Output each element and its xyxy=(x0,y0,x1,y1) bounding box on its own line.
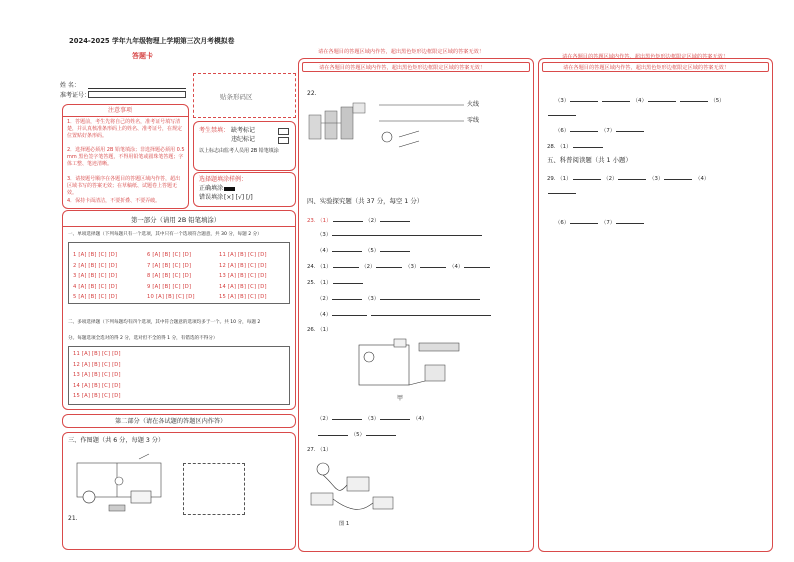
answer-blank[interactable] xyxy=(366,429,396,436)
answer-blank[interactable] xyxy=(380,245,410,252)
q23-line-2 xyxy=(317,229,483,238)
blank-number: 26. （1） xyxy=(307,327,332,333)
q23-label: 23. （1） xyxy=(307,218,332,224)
choice-row[interactable]: 5 [A] [B] [C] [D] xyxy=(73,294,118,300)
part1-title: 第一部分（请用 2B 铅笔填涂） xyxy=(131,216,221,224)
q28-line xyxy=(547,141,604,150)
warning-mid: 请在各题目的答题区域内作答，超出黑色矩形边框限定区域的答案无效！ xyxy=(319,65,486,71)
choice-row[interactable]: 1 [A] [B] [C] [D] xyxy=(73,252,118,258)
right-line-2 xyxy=(555,125,645,134)
answer-blank[interactable] xyxy=(332,245,362,252)
neutral-wire-label: 零线 xyxy=(467,117,480,124)
multi-choice-title-1: 二、多项选择题（下列每题均有四个选项，其中符合题意的选项均多于一个。共 10 分，每题 2 xyxy=(68,320,261,325)
blank-number: （3） xyxy=(555,98,570,104)
notice-box xyxy=(62,104,189,209)
choice-row[interactable]: 3 [A] [B] [C] [D] xyxy=(73,273,118,279)
q25-line-1 xyxy=(307,277,364,286)
wrong-fill-marks: [×] [√] [/] xyxy=(224,194,253,201)
single-col-2 xyxy=(147,250,195,303)
blank-number: （4） xyxy=(695,176,710,182)
answer-blank[interactable] xyxy=(680,95,708,102)
choice-row[interactable]: 13 [A] [B] [C] [D] xyxy=(73,372,121,378)
blank-number: （4） xyxy=(317,248,332,254)
blank-number: （5） xyxy=(350,432,365,438)
q25-line-2 xyxy=(317,293,481,302)
fill-sample-title: 选择题填涂样例： xyxy=(199,176,248,183)
notice-item-3: 3．请按题号顺序在各题目的答题区域内作答，超出区域书写的答案无效；在草稿纸、试题卷上答题无效。 xyxy=(67,176,181,197)
violation-mark-box[interactable] xyxy=(278,137,289,144)
answer-blank[interactable] xyxy=(618,173,646,180)
answer-blank[interactable] xyxy=(332,309,367,316)
barcode-area xyxy=(193,73,296,118)
choice-row[interactable]: 12 [A] [B] [C] [D] xyxy=(219,262,267,269)
figure-jia-label: 甲 xyxy=(397,395,404,402)
blank-number: 29. （1） xyxy=(547,176,572,182)
answer-blank[interactable] xyxy=(616,125,644,132)
blank-number: （4） xyxy=(449,264,464,270)
drawing-area[interactable] xyxy=(183,463,245,515)
circuit-q27 xyxy=(307,457,397,527)
multi-choice-grid xyxy=(68,346,290,405)
choice-row[interactable]: 11 [A] [B] [C] [D] xyxy=(219,252,267,258)
exam-number-label: 准考证号： xyxy=(60,92,91,99)
choice-row[interactable]: 7 [A] [B] [C] [D] xyxy=(147,262,192,269)
choice-row[interactable]: 4 [A] [B] [C] [D] xyxy=(73,283,118,290)
answer-card-title: 答题卡 xyxy=(132,52,153,60)
choice-row[interactable]: 2 [A] [B] [C] [D] xyxy=(73,262,118,269)
circuit-q22 xyxy=(379,101,469,151)
blank-number: （4） xyxy=(317,312,332,318)
blank-number: （3） xyxy=(317,232,332,238)
multi-choice-title-2: 分。每题选项全选对的得 2 分，选对但不全的得 1 分，有错选的不得分） xyxy=(68,336,218,341)
blank-number: 24. （1） xyxy=(307,264,332,270)
forbid-note: 以上标志由监考人员用 2B 铅笔填涂 xyxy=(199,148,279,154)
notice-title: 注意事项 xyxy=(108,107,133,114)
notice-item-1: 1．答题前，考生先将自己的姓名，准考证号填写清楚，并认真核准条形码上的姓名、准考证号，在规定位置贴好条形码。 xyxy=(67,119,183,140)
exam-number-field[interactable] xyxy=(88,91,186,98)
circuit-q26 xyxy=(349,337,469,397)
answer-blank[interactable] xyxy=(332,293,362,300)
blank-number: （6） xyxy=(555,128,570,134)
blank-number: （4） xyxy=(412,416,428,422)
violation-mark-label: 违纪标记 xyxy=(231,136,256,143)
blank-number: （3） xyxy=(405,264,420,270)
circuit-diagram xyxy=(69,451,169,523)
correct-fill-label: 正确填涂 xyxy=(199,185,224,192)
fill-sample-box xyxy=(193,172,296,207)
blank-number: （6） xyxy=(555,220,570,226)
figure-1-label: 图 1 xyxy=(339,521,350,527)
answer-blank[interactable] xyxy=(332,413,362,420)
wrong-fill-label: 错误填涂 xyxy=(199,194,224,201)
choice-row[interactable]: 14 [A] [B] [C] [D] xyxy=(73,382,121,389)
choice-row[interactable]: 9 [A] [B] [C] [D] xyxy=(147,283,192,290)
answer-blank[interactable] xyxy=(548,187,576,194)
exam-title: 2024-2025 学年九年级物理上学期第三次月考模拟卷 xyxy=(69,37,235,45)
answer-blank[interactable] xyxy=(333,215,363,222)
blank-number: （3） xyxy=(364,296,380,302)
answer-blank[interactable] xyxy=(570,217,598,224)
answer-blank[interactable] xyxy=(570,95,598,102)
choice-row[interactable]: 8 [A] [B] [C] [D] xyxy=(147,273,192,279)
q24-line xyxy=(307,261,491,270)
right-line-3 xyxy=(555,217,645,226)
blank-number: （2） xyxy=(603,176,618,182)
barcode-label: 贴条形码区 xyxy=(220,93,253,101)
answer-blank[interactable] xyxy=(616,217,644,224)
single-choice-title: 一、单项选择题（下列每题只有一个选项，其中只有一个选项符合题意，共 30 分，每题 2 分） xyxy=(68,232,262,237)
blank-number: 27. （1） xyxy=(307,447,332,453)
answer-blank[interactable] xyxy=(573,173,601,180)
choice-row[interactable]: 15 [A] [B] [C] [D] xyxy=(73,393,121,399)
drawing-box xyxy=(62,432,296,550)
blank-number: 28. （1） xyxy=(547,144,572,150)
blank-number: （4） xyxy=(632,98,647,104)
q25-line-3 xyxy=(317,309,492,318)
mid-column-box xyxy=(298,58,534,552)
answer-blank[interactable] xyxy=(380,413,410,420)
warning-right: 请在各题目的答题区域内作答，超出黑色矩形边框限定区域的答案无效！ xyxy=(563,65,730,71)
answer-blank[interactable] xyxy=(464,261,490,268)
q29-line-b xyxy=(547,187,577,196)
blank-number: （5） xyxy=(710,98,725,104)
forbid-box xyxy=(193,121,296,171)
blank-number: （2） xyxy=(317,296,332,302)
answer-blank[interactable] xyxy=(548,109,576,116)
answer-blank[interactable] xyxy=(380,215,410,222)
correct-fill-mark xyxy=(224,187,235,191)
live-wire-label: 火线 xyxy=(467,101,480,108)
answer-blank[interactable] xyxy=(333,277,363,284)
answer-blank[interactable] xyxy=(570,125,598,132)
choice-row[interactable]: 11 [A] [B] [C] [D] xyxy=(73,351,121,357)
part2-header xyxy=(62,414,296,428)
q26-line-2 xyxy=(317,413,427,422)
right-line-1b xyxy=(547,109,577,118)
q23-line-3 xyxy=(317,245,411,254)
answer-blank[interactable] xyxy=(318,429,348,436)
single-col-1 xyxy=(73,250,117,303)
choice-row[interactable]: 12 [A] [B] [C] [D] xyxy=(73,361,121,368)
reading-section-title: 五、科普阅读题（共 1 小题） xyxy=(547,156,632,164)
blank-number: （2） xyxy=(317,416,332,422)
drawing-title: 三、作图题（共 6 分，每题 3 分） xyxy=(68,437,165,444)
q26-line-3 xyxy=(317,429,397,438)
q21-label: 21. xyxy=(68,515,78,522)
lab-section-title: 四、实验探究题（共 37 分，每空 1 分） xyxy=(307,197,424,205)
choice-row[interactable]: 13 [A] [B] [C] [D] xyxy=(219,273,267,279)
answer-blank[interactable] xyxy=(420,261,446,268)
notice-item-2: 2．选择题必须用 2B 铅笔填涂；非选择题必须用 0.5 mm 黑色签字笔答题，不得用铅笔或圆珠笔答题；字体工整、笔迹清晰。 xyxy=(67,147,185,168)
gate-illustration xyxy=(307,101,369,141)
answer-blank[interactable] xyxy=(332,229,482,236)
mid-warning-bar xyxy=(302,62,530,72)
choice-row[interactable]: 10 [A] [B] [C] [D] xyxy=(147,294,195,300)
answer-blank[interactable] xyxy=(664,173,692,180)
blank-number: （7） xyxy=(600,220,616,226)
q29-line xyxy=(547,173,709,182)
warning-top-right: 请在各题目的答题区域内作答，超出黑色矩形边框限定区域的答案无效！ xyxy=(562,54,729,60)
name-field[interactable] xyxy=(88,88,186,89)
single-choice-grid xyxy=(68,242,290,304)
single-col-3 xyxy=(219,250,267,303)
choice-row[interactable]: 6 [A] [B] [C] [D] xyxy=(147,252,192,258)
right-warning-bar xyxy=(542,62,769,72)
q27-line xyxy=(307,445,332,453)
answer-blank[interactable] xyxy=(602,95,630,102)
answer-blank[interactable] xyxy=(573,141,603,148)
forbid-label: 考生禁填： xyxy=(199,127,230,134)
right-column-box xyxy=(538,58,773,552)
name-label: 姓 名： xyxy=(60,82,80,89)
right-line-1 xyxy=(555,95,725,104)
blank-number: （3） xyxy=(649,176,664,182)
blank-number: （5） xyxy=(364,248,380,254)
answer-blank[interactable] xyxy=(371,309,491,316)
answer-blank[interactable] xyxy=(376,261,402,268)
part1-box xyxy=(62,210,296,410)
answer-blank[interactable] xyxy=(380,293,480,300)
missing-mark-label: 缺考标记 xyxy=(231,127,256,134)
blank-number: （3） xyxy=(364,416,380,422)
missing-mark-box[interactable] xyxy=(278,128,289,135)
q23-line-1 xyxy=(307,215,411,224)
warning-top-mid: 请在各题目的答题区域内作答，超出黑色矩形边框限定区域的答案无效！ xyxy=(318,49,485,55)
choice-row[interactable]: 14 [A] [B] [C] [D] xyxy=(219,283,267,290)
answer-blank[interactable] xyxy=(648,95,676,102)
q26-line-1 xyxy=(307,325,332,333)
blank-number: （2） xyxy=(365,218,380,224)
choice-row[interactable]: 15 [A] [B] [C] [D] xyxy=(219,294,267,300)
answer-blank[interactable] xyxy=(333,261,359,268)
q22-label: 22. xyxy=(307,90,317,97)
blank-number: 25. （1） xyxy=(307,280,332,286)
notice-item-4: 4．保持卡面清洁，不要折叠、不要弄破。 xyxy=(67,198,161,204)
part2-title: 第二部分（请在各试题的答题区内作答） xyxy=(115,418,227,425)
blank-number: （7） xyxy=(600,128,616,134)
blank-number: （2） xyxy=(361,264,376,270)
